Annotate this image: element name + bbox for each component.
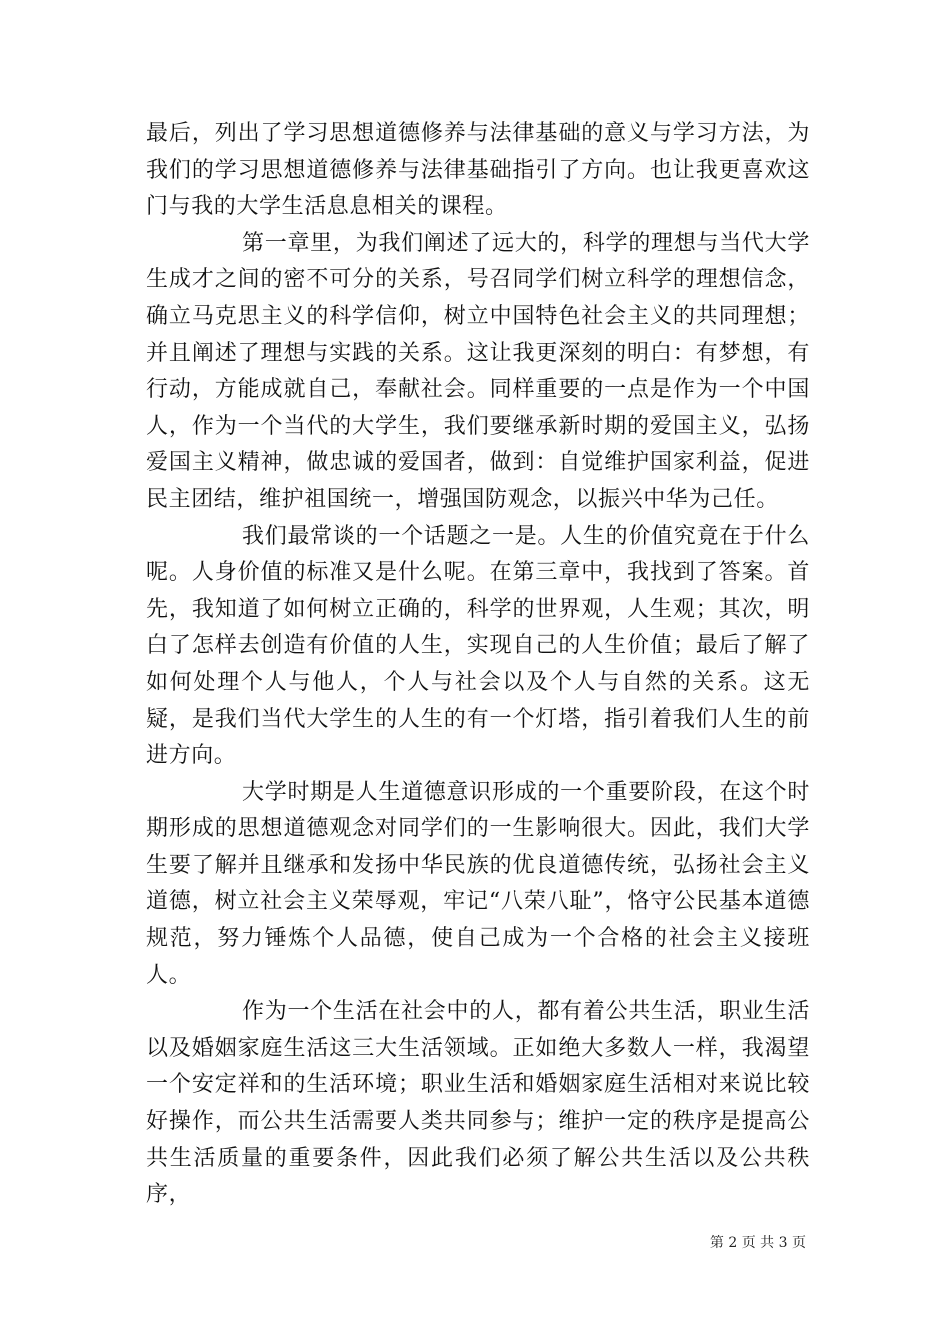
paragraph-5: 作为一个生活在社会中的人，都有着公共生活，职业生活以及婚姻家庭生活这三大生活领域。正如绝大多数人一样，我渴望一个安定祥和的生活环境；职业生活和婚姻家庭生活相对来说比较好操作，而公共生活需要人类共同参与；维护一定的秩序是提高公共生活质量的重要条件，因此我们必须了解公共生活以及公共秩序， <box>146 999 810 1208</box>
page-footer: 第 2 页 共 3 页 <box>709 1235 806 1251</box>
body-text <box>146 116 810 1214</box>
paragraph-1: 最后，列出了学习思想道德修养与法律基础的意义与学习方法，为我们的学习思想道德修养与法律基础指引了方向。也让我更喜欢这门与我的大学生活息息相关的课程。 <box>146 121 810 220</box>
paragraph-4: 大学时期是人生道德意识形成的一个重要阶段，在这个时期形成的思想道德观念对同学们的一生影响很大。因此，我们大学生要了解并且继承和发扬中华民族的优良道德传统，弘扬社会主义道德，树立社会主义荣辱观，牢记“八荣八耻”，恪守公民基本道德规范，努力锤炼个人品德，使自己成为一个合格的社会主义接班人。 <box>146 779 810 988</box>
paragraph-3: 我们最常谈的一个话题之一是。人生的价值究竟在于什么呢。人身价值的标准又是什么呢。在第三章中，我找到了答案。首先，我知道了如何树立正确的，科学的世界观，人生观；其次，明白了怎样去创造有价值的人生，实现自己的人生价值；最后了解了如何处理个人与他人，个人与社会以及个人与自然的关系。这无疑，是我们当代大学生的人生的有一个灯塔，指引着我们人生的前进方向。 <box>146 523 810 769</box>
paragraph-2: 第一章里，为我们阐述了远大的，科学的理想与当代大学生成才之间的密不可分的关系，号召同学们树立科学的理想信念，确立马克思主义的科学信仰，树立中国特色社会主义的共同理想；并且阐述了理想与实践的关系。这让我更深刻的明白：有梦想，有行动，方能成就自己，奉献社会。同样重要的一点是作为一个中国人，作为一个当代的大学生，我们要继承新时期的爱国主义，弘扬爱国主义精神，做忠诚的爱国者，做到：自觉维护国家利益，促进民主团结，维护祖国统一，增强国防观念，以振兴中华为己任。 <box>146 230 810 512</box>
